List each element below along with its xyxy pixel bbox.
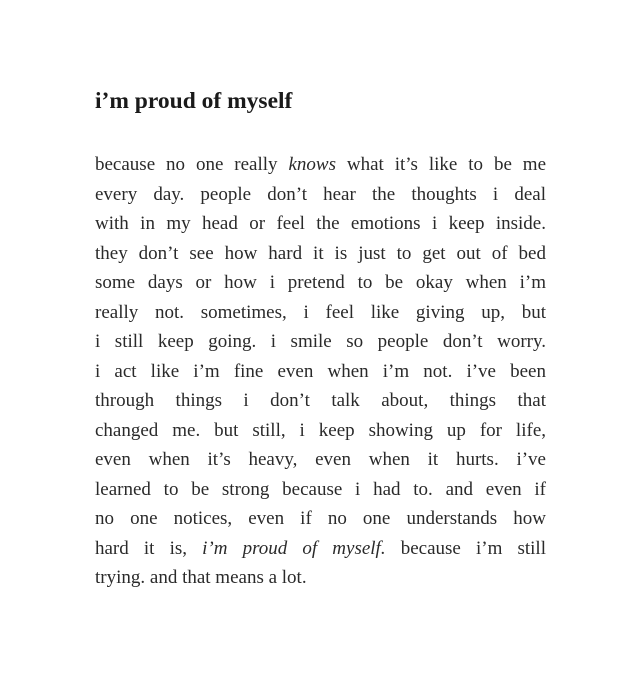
text-line [95, 534, 546, 564]
text-segment: trying. and that means a lot. [95, 567, 307, 588]
text-segment: no one notices, even if no one understands how [95, 508, 546, 529]
text-line [95, 475, 546, 505]
text-line [95, 386, 546, 416]
text-segment: really not. sometimes, i feel like giving up, but [95, 301, 546, 323]
text-line [95, 357, 546, 387]
text-line [95, 268, 546, 298]
text-segment: what it’s like to be me [335, 154, 547, 175]
text-segment: hard it is, [95, 537, 203, 559]
text-line [95, 563, 546, 593]
body-text [95, 150, 546, 593]
text-line [95, 209, 546, 239]
text-segment: every day. people don’t hear the thoughts i deal [95, 183, 546, 205]
text-segment: i still keep going. i smile so people don’t worry. [95, 331, 546, 352]
text-line [95, 445, 546, 475]
text-segment: because no one really [95, 154, 289, 175]
text-line [95, 180, 546, 210]
text-segment: even when it’s heavy, even when it hurts. i’ve [95, 449, 546, 470]
text-segment: with in my head or feel the emotions i keep inside. [95, 213, 546, 234]
text-segment: i act like i’m fine even when i’m not. i’ve been [95, 360, 546, 382]
italic-text: knows [288, 154, 336, 175]
text-line [95, 504, 546, 534]
italic-text: i’m proud of myself. [202, 537, 386, 559]
text-segment: some days or how i pretend to be okay when i’m [95, 272, 546, 293]
text-line [95, 150, 546, 180]
text-segment: through things i don’t talk about, things that [95, 390, 546, 411]
text-line [95, 327, 546, 357]
text-segment: changed me. but still, i keep showing up for life, [95, 419, 546, 441]
text-line [95, 298, 546, 328]
text-line [95, 239, 546, 269]
text-segment: because i’m still [385, 537, 546, 559]
page-title: i’m proud of myself [95, 88, 293, 114]
text-segment: learned to be strong because i had to. and even if [95, 478, 546, 500]
text-segment: they don’t see how hard it is just to get out of bed [95, 242, 546, 264]
text-line [95, 416, 546, 446]
